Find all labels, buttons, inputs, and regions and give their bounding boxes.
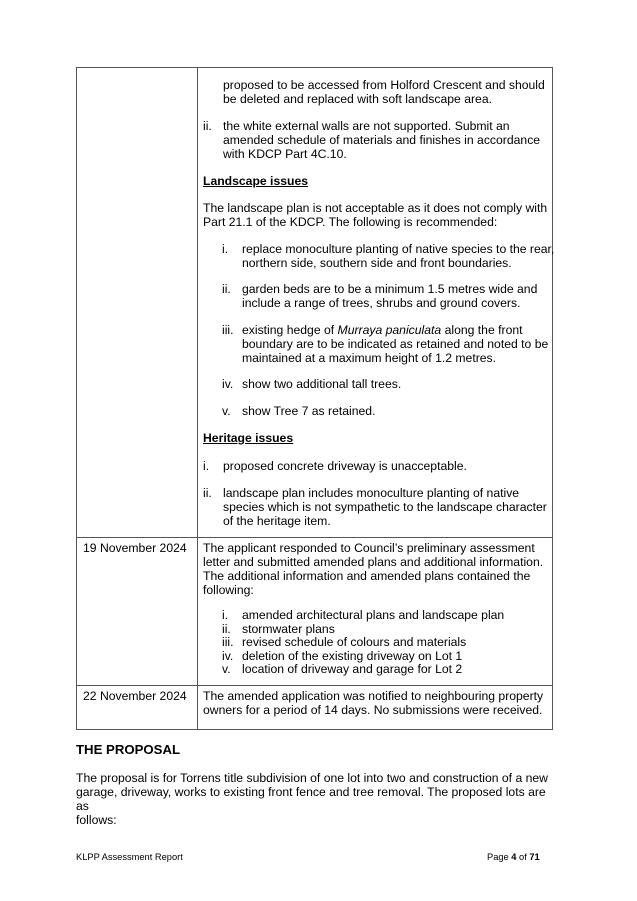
- list-numbers: i. ii. iii. iv. v.: [222, 608, 234, 676]
- section-heading: THE PROPOSAL: [76, 742, 181, 757]
- date-cell: 19 November 2024: [83, 541, 187, 555]
- date-cell: 22 November 2024: [83, 689, 187, 703]
- list-item: proposed concrete driveway is unacceptable.: [223, 459, 467, 473]
- row-divider: [77, 685, 552, 686]
- list-item: location of driveway and garage for Lot 2: [242, 662, 463, 676]
- amended-items-list: [242, 609, 504, 677]
- list-item: replace monoculture planting of native species to the rear, northern side, southern side and front boundaries.: [242, 242, 555, 270]
- list-item: existing hedge of Murraya paniculata along the front boundary are to be indicated as retained and noted to be maintained at a maximum height of 1.2 metres.: [242, 323, 549, 365]
- cell-text: proposed to be accessed from Holford Crescent and should be deleted and replaced with soft landscape area.: [223, 78, 545, 106]
- list-number: iv.: [222, 377, 234, 391]
- list-number: ii.: [203, 486, 212, 500]
- landscape-intro: The landscape plan is not acceptable as it does not comply with Part 21.1 of the KDCP. The following is recommended:: [203, 201, 548, 229]
- list-item: deletion of the existing driveway on Lot 1: [242, 648, 463, 663]
- list-item: stormwater plans: [242, 621, 335, 636]
- cell-text: The applicant responded to Council’s preliminary assessment letter and submitted amended plans and additional information. The additional information and amended plans contained the following:: [203, 541, 544, 597]
- list-item: amended architectural plans and landscape plan: [242, 608, 505, 622]
- list-item: show Tree 7 as retained.: [242, 404, 376, 418]
- column-divider: [197, 68, 198, 729]
- list-item: landscape plan includes monoculture planting of native species which is not sympathetic to the landscape character of the heritage item.: [223, 486, 547, 528]
- list-item: garden beds are to be a minimum 1.5 metres wide and include a range of trees, shrubs and ground covers.: [242, 282, 538, 310]
- list-item: revised schedule of colours and materials: [242, 635, 467, 649]
- page-number: Page 4 of 71: [487, 852, 540, 862]
- cell-text: The amended application was notified to neighbouring property owners for a period of 14 days. No submissions were received.: [203, 689, 544, 717]
- footer-title: KLPP Assessment Report: [76, 852, 183, 862]
- list-number: i.: [203, 459, 210, 473]
- heritage-issues-heading: Heritage issues: [203, 431, 294, 445]
- proposal-paragraph: The proposal is for Torrens title subdivision of one lot into two and construction of a new garage, driveway, works to existing front fence and tree removal. The proposed lots are as follows:: [76, 771, 548, 827]
- assessment-table: [76, 67, 553, 730]
- landscape-issues-heading: Landscape issues: [203, 174, 308, 188]
- list-number: v.: [222, 404, 231, 418]
- list-number: iii.: [222, 323, 234, 337]
- list-number: i.: [222, 242, 229, 256]
- species-name: Murraya paniculata: [337, 323, 442, 337]
- list-number: ii.: [222, 282, 231, 296]
- list-item: the white external walls are not supported. Submit an amended schedule of materials and finishes in accordance with KDCP Part 4C.10.: [223, 119, 541, 161]
- list-item: show two additional tall trees.: [242, 377, 402, 391]
- row-divider: [77, 537, 552, 538]
- list-number: ii.: [203, 119, 212, 133]
